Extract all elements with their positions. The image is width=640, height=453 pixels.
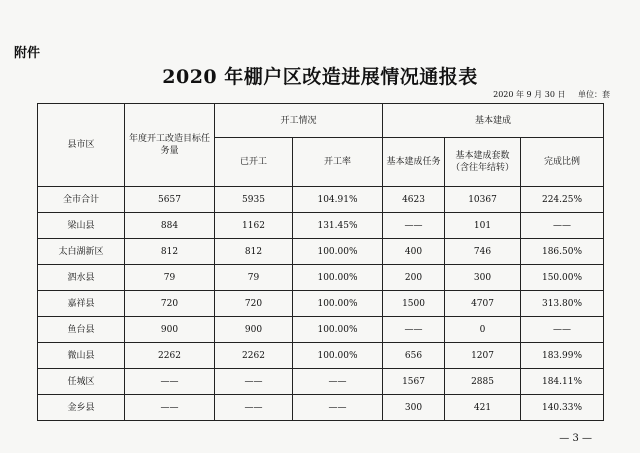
progress-table <box>37 103 604 421</box>
target-cell: 2262 <box>125 343 215 369</box>
start-rate-cell: —— <box>293 369 383 395</box>
header-county: 县市区 <box>38 104 125 187</box>
document-title: 2020 年棚户区改造进展情况通报表 <box>162 66 478 88</box>
basic-task-cell: 400 <box>383 239 445 265</box>
report-meta <box>483 89 610 100</box>
start-rate-cell: 100.00% <box>293 265 383 291</box>
basic-task-cell: 200 <box>383 265 445 291</box>
header-annual-target: 年度开工改造目标任务量 <box>125 104 215 187</box>
county-cell: 任城区 <box>38 369 125 395</box>
basic-count-cell: 421 <box>445 395 521 421</box>
basic-count-cell: 746 <box>445 239 521 265</box>
report-date: 2020 年 9 月 30 日 <box>493 90 566 99</box>
table-row <box>38 213 604 239</box>
table-row <box>38 239 604 265</box>
target-cell: 900 <box>125 317 215 343</box>
table-row <box>38 291 604 317</box>
target-cell: —— <box>125 395 215 421</box>
basic-task-cell: 1567 <box>383 369 445 395</box>
header-start-rate: 开工率 <box>293 138 383 187</box>
completion-ratio-cell: —— <box>521 317 604 343</box>
started-cell: 79 <box>215 265 293 291</box>
target-cell: —— <box>125 369 215 395</box>
completion-ratio-cell: 183.99% <box>521 343 604 369</box>
target-cell: 720 <box>125 291 215 317</box>
basic-count-cell: 10367 <box>445 187 521 213</box>
table-body <box>38 187 604 421</box>
attachment-label: 附件 <box>14 46 41 61</box>
header-basic-task: 基本建成任务 <box>383 138 445 187</box>
completion-ratio-cell: 140.33% <box>521 395 604 421</box>
completion-ratio-cell: 186.50% <box>521 239 604 265</box>
target-cell: 79 <box>125 265 215 291</box>
basic-task-cell: 1500 <box>383 291 445 317</box>
start-rate-cell: 131.45% <box>293 213 383 239</box>
basic-count-cell: 4707 <box>445 291 521 317</box>
header-start-group: 开工情况 <box>215 104 383 138</box>
county-cell: 梁山县 <box>38 213 125 239</box>
header-started: 已开工 <box>215 138 293 187</box>
county-cell: 金乡县 <box>38 395 125 421</box>
county-cell: 泗水县 <box>38 265 125 291</box>
start-rate-cell: 100.00% <box>293 343 383 369</box>
started-cell: 900 <box>215 317 293 343</box>
header-completion-ratio: 完成比例 <box>521 138 604 187</box>
table-row <box>38 343 604 369</box>
completion-ratio-cell: 184.11% <box>521 369 604 395</box>
started-cell: —— <box>215 395 293 421</box>
county-cell: 鱼台县 <box>38 317 125 343</box>
target-cell: 812 <box>125 239 215 265</box>
basic-task-cell: 656 <box>383 343 445 369</box>
basic-count-cell: 0 <box>445 317 521 343</box>
county-cell: 全市合计 <box>38 187 125 213</box>
page-number: — 3 — <box>559 433 592 444</box>
started-cell: 2262 <box>215 343 293 369</box>
basic-task-cell: 300 <box>383 395 445 421</box>
basic-task-cell: 4623 <box>383 187 445 213</box>
table-row <box>38 265 604 291</box>
completion-ratio-cell: 224.25% <box>521 187 604 213</box>
started-cell: —— <box>215 369 293 395</box>
start-rate-cell: —— <box>293 395 383 421</box>
started-cell: 720 <box>215 291 293 317</box>
completion-ratio-cell: 313.80% <box>521 291 604 317</box>
start-rate-cell: 104.91% <box>293 187 383 213</box>
header-basic-group: 基本建成 <box>383 104 604 138</box>
basic-count-cell: 300 <box>445 265 521 291</box>
county-cell: 微山县 <box>38 343 125 369</box>
basic-count-cell: 2885 <box>445 369 521 395</box>
report-unit: 单位：套 <box>578 90 610 99</box>
started-cell: 812 <box>215 239 293 265</box>
target-cell: 5657 <box>125 187 215 213</box>
table-row <box>38 395 604 421</box>
table-row <box>38 187 604 213</box>
started-cell: 1162 <box>215 213 293 239</box>
completion-ratio-cell: —— <box>521 213 604 239</box>
start-rate-cell: 100.00% <box>293 317 383 343</box>
county-cell: 太白湖新区 <box>38 239 125 265</box>
basic-task-cell: —— <box>383 317 445 343</box>
table-row <box>38 317 604 343</box>
table-row <box>38 369 604 395</box>
header-basic-count: 基本建成套数（含往年结转） <box>445 138 521 187</box>
started-cell: 5935 <box>215 187 293 213</box>
basic-count-cell: 101 <box>445 213 521 239</box>
completion-ratio-cell: 150.00% <box>521 265 604 291</box>
basic-count-cell: 1207 <box>445 343 521 369</box>
start-rate-cell: 100.00% <box>293 239 383 265</box>
target-cell: 884 <box>125 213 215 239</box>
county-cell: 嘉祥县 <box>38 291 125 317</box>
start-rate-cell: 100.00% <box>293 291 383 317</box>
basic-task-cell: —— <box>383 213 445 239</box>
